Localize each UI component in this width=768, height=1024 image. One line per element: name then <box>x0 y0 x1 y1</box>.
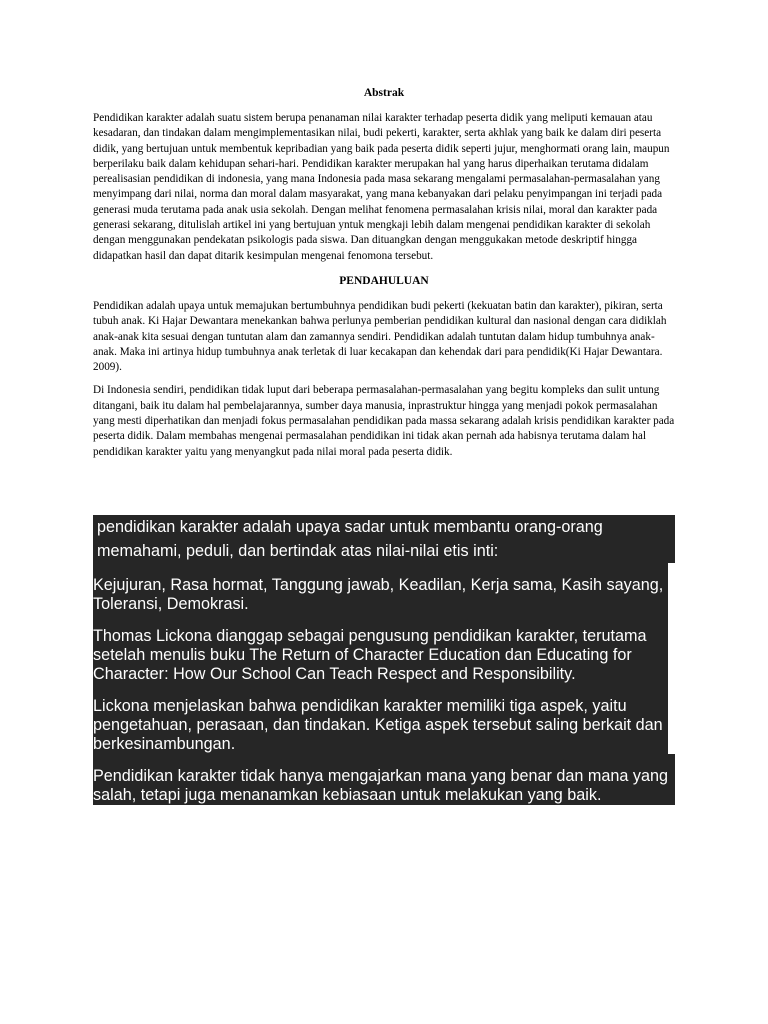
highlight-intro-line-2: memahami, peduli, dan bertindak atas nilai-nilai etis inti: <box>97 542 499 560</box>
highlight-intro-line-1: pendidikan karakter adalah upaya sadar untuk membantu orang-orang <box>97 518 603 536</box>
introduction-paragraph-2: Di Indonesia sendiri, pendidikan tidak luput dari beberapa permasalahan-permasalahan yang begitu kompleks dan sulit untung ditangani, baik itu dalam hal pembelajarannya, sumber daya manusia, inprastruktur hingga yang menjadi pokok permasalahan yang mesti diperhatikan dan menjadi fokus permasalahan pendidikan pada massa sekarang adalah krisis pendidikan karakter pada peserta didik. Dalam membahas mengenai permasalahan pendidikan ini tidak akan pernah ada habisnya terutama dalam hal pendidikan karakter yaitu yang menyangkut pada nilai moral pada peserta didik. <box>93 384 675 458</box>
highlight-intro <box>93 515 675 563</box>
document-page <box>93 86 675 468</box>
introduction-heading: PENDAHULUAN <box>339 274 429 287</box>
highlight-habits: Pendidikan karakter tidak hanya mengajarkan mana yang benar dan mana yang salah, tetapi juga menanamkan kebiasaan untuk melakukan yang baik. <box>93 767 675 805</box>
abstract-text: Pendidikan karakter adalah suatu sistem berupa penanaman nilai karakter terhadap peserta didik yang meliputi kemauan atau kesadaran, dan tindakan dalam mengimplementasikan nilai, budi pekerti, karakter, serta akhlak yang baik ke dalam diri peserta didik, yang bertujuan untuk membentuk kepribadian yang baik pada peserta didik seperti jujur, menghormati orang lain, maupun berperilaku baik dalam kehidupan sehari-hari. Pendidikan karakter merupakan hal yang harus diperhaikan terutama didalam perealisasian pendidikan di indonesia, yang mana Indonesia pada masa sekarang mengalami permasalahan-permasalahan yang menyimpang dari nilai, norma dan moral dalam masyarakat, yang mana kebanyakan dari pelaku penyimpangan ini terjadi pada generasi muda terutama pada anak usia sekolah. Dengan melihat fenomena permasalahan krisis nilai, moral dan karakter pada generasi sekarang, ditulislah artikel ini yang bertujuan yntuk mengkaji lebih dalam mengenai pendidikan karakter di sekolah dengan menggunakan pendekatan psikologis pada siswa. Dan dituangkan dengan menggukakan metode deskriptif hingga didapatkan hasil dan dapat ditarik kesimpulan mengenai fenomona tersebut. <box>93 112 670 262</box>
introduction-paragraph-1: Pendidikan adalah upaya untuk memajukan bertumbuhnya pendidikan budi pekerti (kekuatan batin dan karakter), pikiran, serta tubuh anak. Ki Hajar Dewantara menekankan bahwa perlunya pemberian pendidikan kultural dan nasional dengan cara didiklah anak-anak kita sesuai dengan tuntutan alam dan zamannya sendiri. Pendidikan adalah tuntutan dalam hidup tumbuhnya anak-anak. Maka ini artinya hidup tumbuhnya anak terletak di luar kecakapan dan kehendak dari para pendidik(Ki Hajar Dewantara. 2009). <box>93 299 667 374</box>
highlighted-text-block <box>93 515 675 805</box>
abstract-heading: Abstrak <box>363 87 405 99</box>
highlight-values: Kejujuran, Rasa hormat, Tanggung jawab, Keadilan, Kerja sama, Kasih sayang, Toleransi, Demokrasi. <box>93 576 668 614</box>
highlight-lickona: Thomas Lickona dianggap sebagai pengusung pendidikan karakter, terutama setelah menulis buku The Return of Character Education dan Educating for Character: How Our School Can Teach Respect and Responsibility. <box>93 627 668 684</box>
highlight-aspects: Lickona menjelaskan bahwa pendidikan karakter memiliki tiga aspek, yaitu pengetahuan, perasaan, dan tindakan. Ketiga aspek tersebut saling berkait dan berkesinambungan. <box>93 697 668 754</box>
